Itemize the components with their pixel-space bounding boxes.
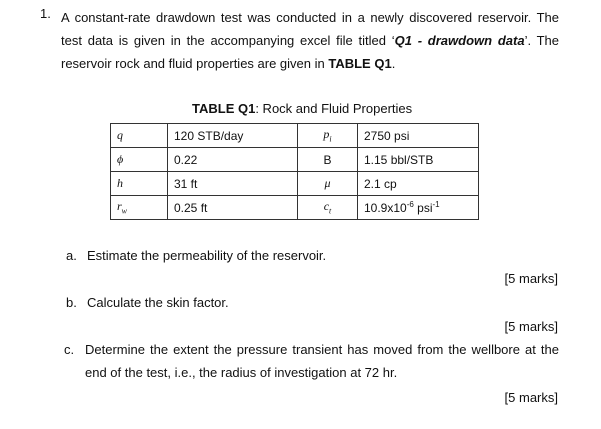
marks-label: [5 marks] [504,390,558,405]
data-file-reference: Q1 - drawdown data [394,33,525,48]
symbol-cell: ϕ [111,148,168,172]
table-title [192,101,412,116]
symbol-cell: $r_w$ [111,196,168,220]
question-paragraph [61,6,559,75]
symbol-cell: $p_i$ [298,124,358,148]
marks-label: [5 marks] [504,271,558,286]
table-row [111,124,479,148]
symbol-cell: B [298,148,358,172]
question-text-part2: ’. The reservoir rock and fluid properties are given in [61,33,560,71]
question-text-part3: . [391,56,396,71]
value-cell: 0.25 ft [168,196,298,220]
question-text-part1: A constant-rate drawdown test was conducted in a newly discovered reservoir. The test data is given in the accompanying excel file titled ‘ [61,10,559,48]
part-label: c. [64,342,75,357]
part-label: b. [66,295,77,310]
part-text: Calculate the skin factor. [87,295,229,310]
table-reference: TABLE Q1 [328,56,392,71]
value-cell: 0.22 [168,148,298,172]
question-number: 1. [40,6,51,21]
value-cell: 2.1 cp [358,172,479,196]
symbol-cell: q [111,124,168,148]
part-text: Determine the extent the pressure transient has moved from the wellbore at the end of the test, i.e., the radius of investigation at 72 hr. [85,342,559,380]
table-title-bold: TABLE Q1 [192,101,256,116]
value-cell: $10.9x10^{-6}$ psi$^{-1}$ [358,196,479,220]
table-row [111,148,479,172]
value-cell: 2750 psi [358,124,479,148]
table-row [111,196,479,220]
value-cell: 1.15 bbl/STB [358,148,479,172]
table-title-rest: : Rock and Fluid Properties [255,101,413,116]
part-label: a. [66,248,77,263]
symbol-cell: h [111,172,168,196]
part-text: Estimate the permeability of the reservoir. [87,248,327,263]
marks-label: [5 marks] [504,319,558,334]
properties-table [110,123,479,220]
value-cell: 31 ft [168,172,298,196]
value-cell: 120 STB/day [168,124,298,148]
table-row [111,172,479,196]
symbol-cell: $c_t$ [298,196,358,220]
symbol-cell: μ [298,172,358,196]
